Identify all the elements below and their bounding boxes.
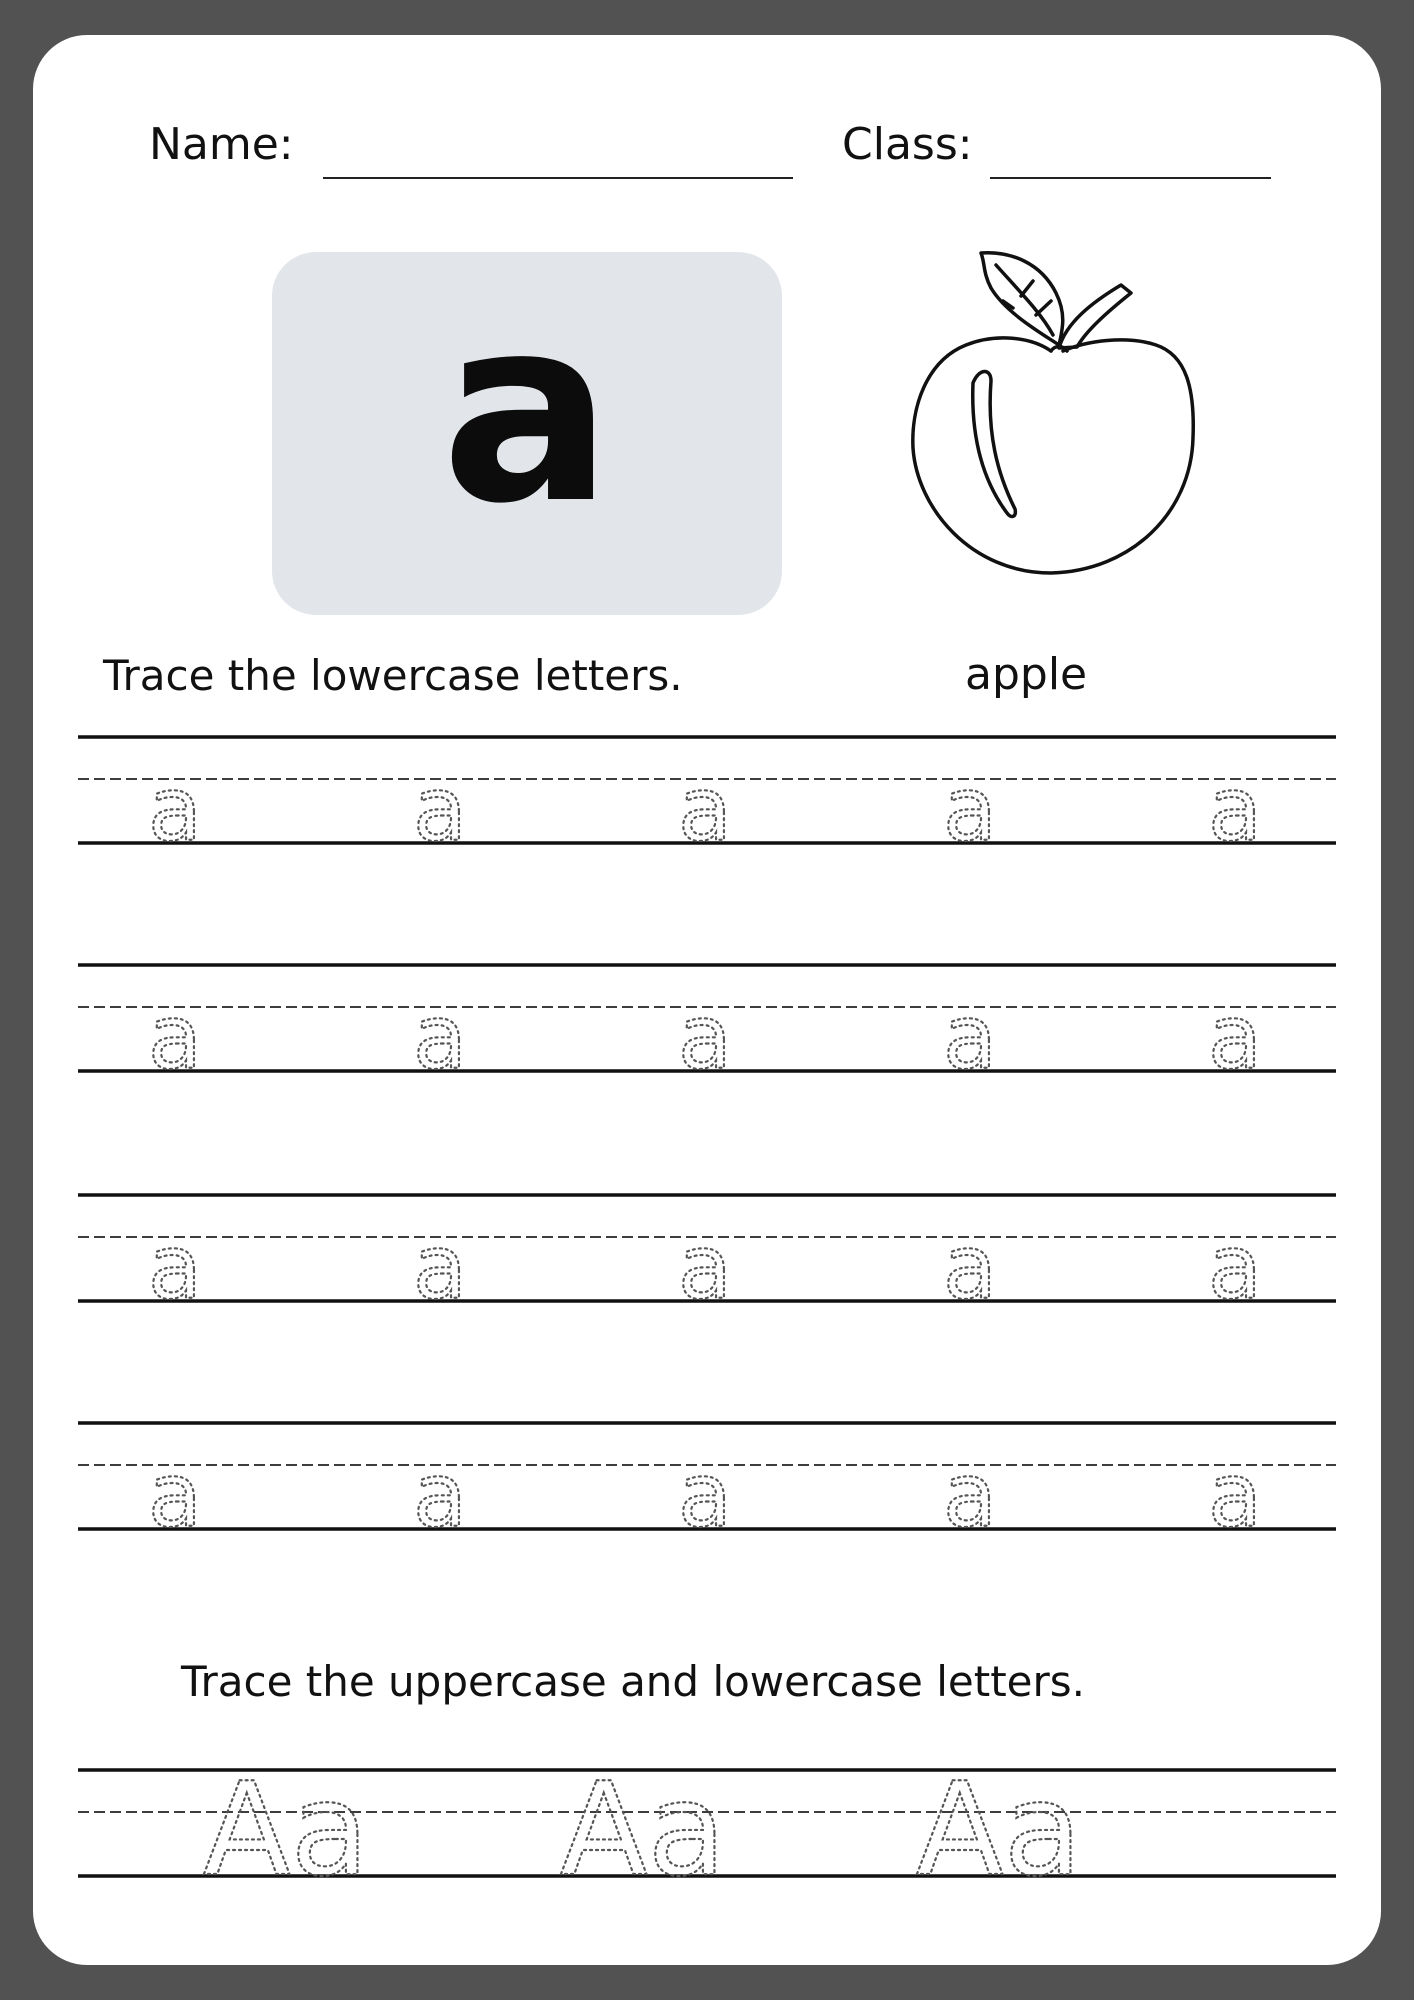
trace-letter[interactable]: a (1208, 1216, 1262, 1319)
lowercase-instruction: Trace the lowercase letters. (103, 651, 683, 700)
trace-letter[interactable]: a (413, 1444, 467, 1547)
trace-letter[interactable]: a (943, 1216, 997, 1319)
trace-letter[interactable]: a (678, 1444, 732, 1547)
trace-letter[interactable]: a (943, 758, 997, 861)
lowercase-trace-row[interactable] (78, 965, 1336, 1089)
trace-letter[interactable]: a (413, 1216, 467, 1319)
trace-letter[interactable]: Aa (560, 1756, 726, 1905)
name-label: Name: (149, 119, 294, 170)
trace-letter[interactable]: Aa (203, 1756, 369, 1905)
trace-letter[interactable]: a (148, 1444, 202, 1547)
featured-letter: a (440, 263, 614, 560)
trace-letter[interactable]: a (943, 1444, 997, 1547)
trace-letter[interactable]: a (678, 1216, 732, 1319)
lowercase-trace-row[interactable] (78, 1423, 1336, 1547)
trace-letter[interactable]: a (678, 986, 732, 1089)
worksheet-page (33, 35, 1381, 1965)
picture-word: apple (965, 649, 1088, 700)
trace-letter[interactable]: a (943, 986, 997, 1089)
trace-letter[interactable]: a (413, 986, 467, 1089)
trace-letter[interactable]: a (148, 758, 202, 861)
trace-letter[interactable]: Aa (916, 1756, 1082, 1905)
trace-letter[interactable]: a (1208, 986, 1262, 1089)
trace-letter[interactable]: a (148, 1216, 202, 1319)
trace-letter[interactable]: a (1208, 1444, 1262, 1547)
trace-letter[interactable]: a (148, 986, 202, 1089)
trace-letter[interactable]: a (678, 758, 732, 861)
lowercase-trace-row[interactable] (78, 1195, 1336, 1319)
trace-letter[interactable]: a (413, 758, 467, 861)
mixed-instruction: Trace the uppercase and lowercase letters. (181, 1657, 1086, 1706)
trace-letter[interactable]: a (1208, 758, 1262, 861)
mixed-trace-row[interactable] (78, 1756, 1336, 1905)
class-label: Class: (842, 119, 973, 170)
lowercase-trace-row[interactable] (78, 737, 1336, 861)
